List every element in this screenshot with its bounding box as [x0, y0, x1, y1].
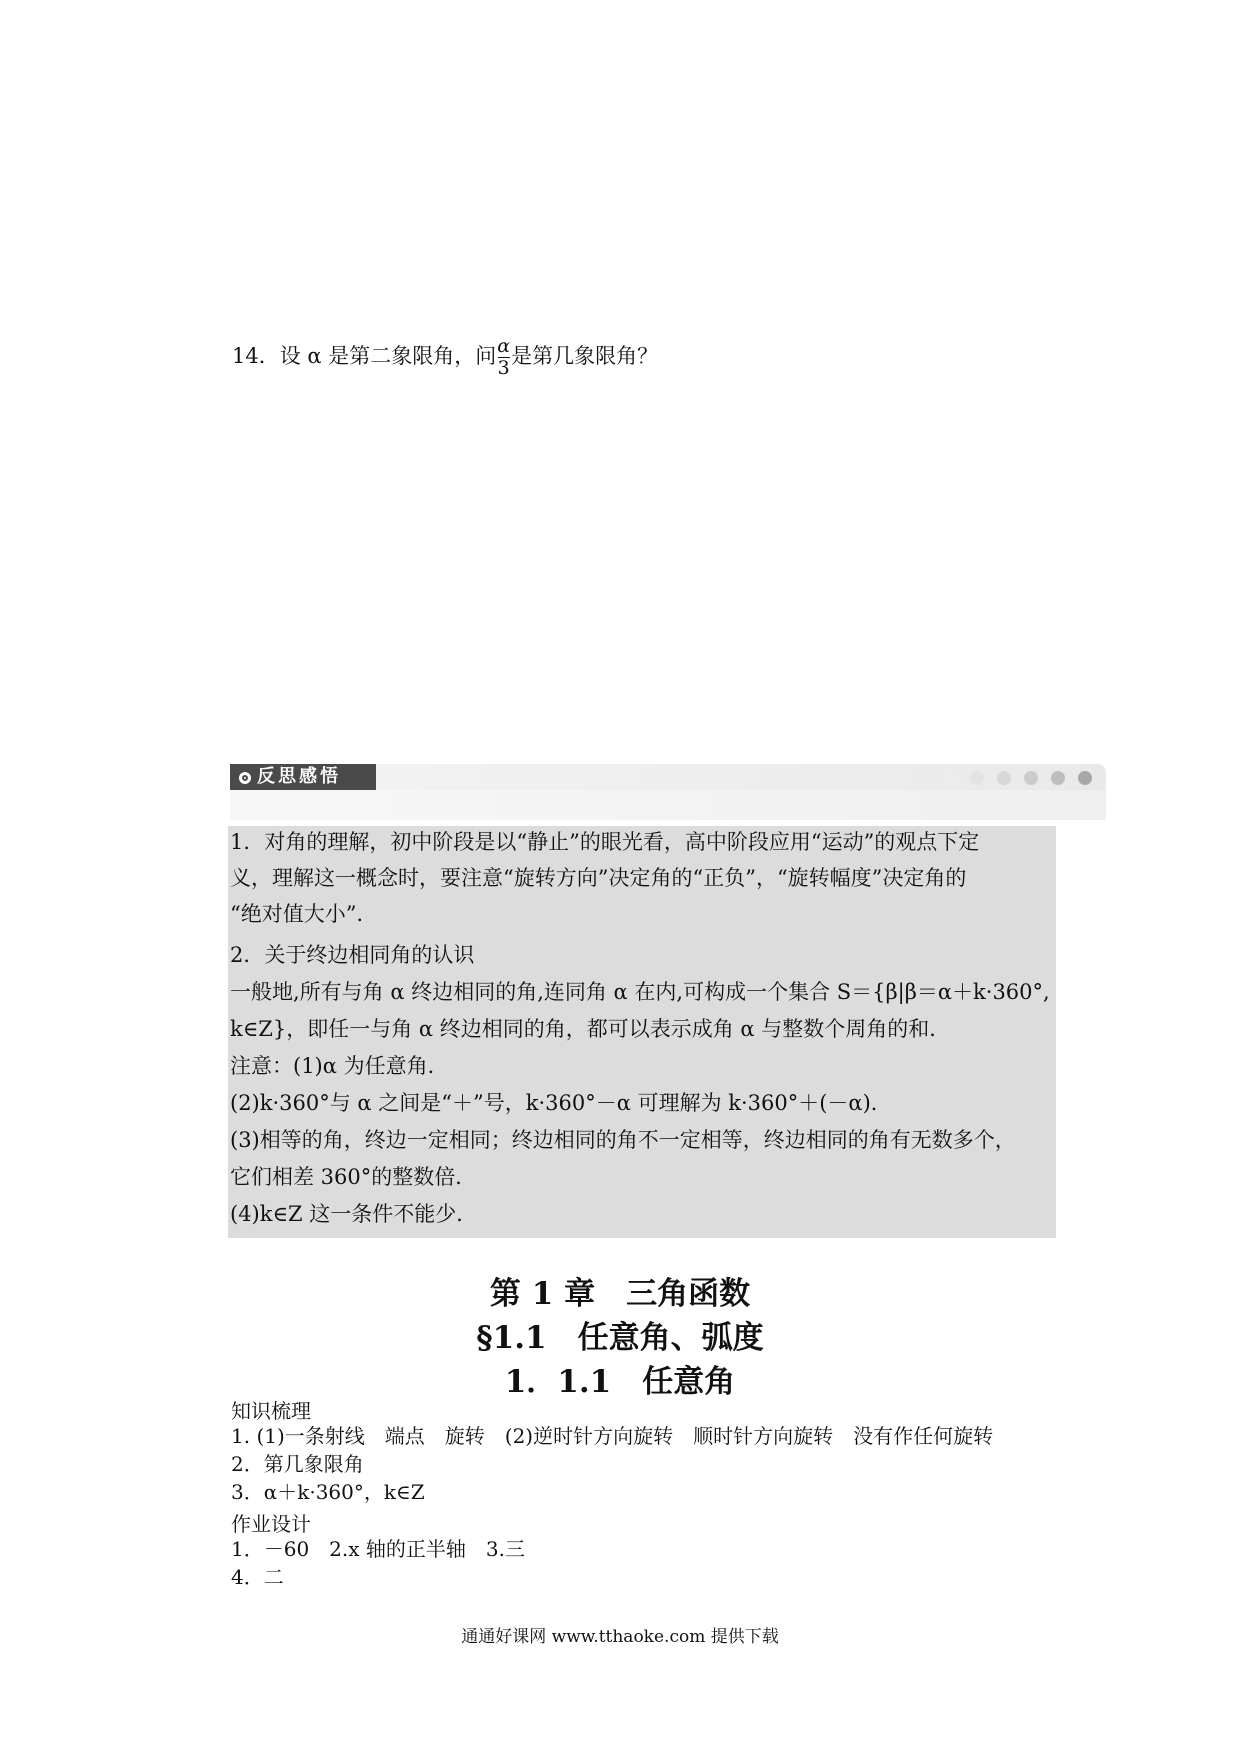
- fraction-numerator: α: [497, 335, 511, 357]
- reflection-line: 注意：(1)α 为任意角．: [230, 1054, 449, 1078]
- decorative-dot: [997, 771, 1011, 785]
- decorative-dot: [970, 771, 984, 785]
- answer-line: 1．－60 2.x 轴的正半轴 3.三: [231, 1537, 525, 1561]
- question-14-text-before: 14．设 α 是第二象限角，问: [232, 344, 497, 368]
- reflection-line: 1．对角的理解，初中阶段是以“静止”的眼光看，高中阶段应用“运动”的观点下定: [230, 830, 980, 854]
- reflection-line: (2)k·360°与 α 之间是“＋”号，k·360°－α 可理解为 k·360°＋(－α)．: [230, 1091, 892, 1115]
- reflection-line: 它们相差 360°的整数倍．: [230, 1165, 477, 1189]
- reflection-line: 一般地,所有与角 α 终边相同的角,连同角 α 在内,可构成一个集合 S＝{β|β＝α＋k·360°,: [230, 980, 1050, 1004]
- reflection-tab-label: 反思感悟: [257, 766, 341, 787]
- subsection-title: 1．1.1 任意角: [504, 1364, 736, 1400]
- chapter-title: 第 1 章 三角函数: [489, 1276, 751, 1312]
- decorative-dots: [943, 771, 1092, 785]
- target-circle-icon: [239, 772, 251, 784]
- alpha-over-3-fraction: [497, 337, 510, 378]
- decorative-dot: [1024, 771, 1038, 785]
- reflection-header-underband: [230, 790, 1106, 820]
- reflection-line: (4)k∈Z 这一条件不能少．: [230, 1202, 478, 1226]
- fraction-denominator: 3: [497, 357, 510, 379]
- reflection-header: [230, 764, 1106, 826]
- decorative-dot: [1051, 771, 1065, 785]
- reflection-line: 2．关于终边相同角的认识: [230, 943, 475, 967]
- knowledge-review-heading: 知识梳理: [231, 1399, 311, 1423]
- reflection-tab: [230, 764, 376, 790]
- decorative-dot: [943, 771, 957, 785]
- decorative-dot: [1078, 771, 1092, 785]
- page-footer: 通通好课网 www.tthaoke.com 提供下载: [461, 1627, 779, 1647]
- answer-line: 1. (1)一条射线 端点 旋转 (2)逆时针方向旋转 顺时针方向旋转 没有作任何旋转: [231, 1424, 994, 1448]
- section-title: §1.1 任意角、弧度: [476, 1320, 764, 1356]
- answer-line: 3．α＋k·360°，k∈Z: [231, 1480, 425, 1504]
- reflection-line: “绝对值大小”．: [230, 902, 378, 926]
- answer-line: 2．第几象限角: [231, 1452, 364, 1476]
- question-14-text-after: 是第几象限角？: [511, 344, 659, 368]
- reflection-box: [228, 826, 1056, 1238]
- question-14: [232, 336, 658, 378]
- reflection-line: 义，理解这一概念时，要注意“旋转方向”决定角的“正负”，“旋转幅度”决定角的: [230, 866, 967, 890]
- reflection-line: (3)相等的角，终边一定相同；终边相同的角不一定相等，终边相同的角有无数多个，: [230, 1128, 1016, 1152]
- reflection-line: k∈Z}，即任一与角 α 终边相同的角，都可以表示成角 α 与整数个周角的和．: [230, 1017, 951, 1041]
- reflection-header-strip: [376, 764, 1106, 790]
- homework-heading: 作业设计: [231, 1512, 311, 1536]
- answer-line: 4．二: [231, 1565, 284, 1589]
